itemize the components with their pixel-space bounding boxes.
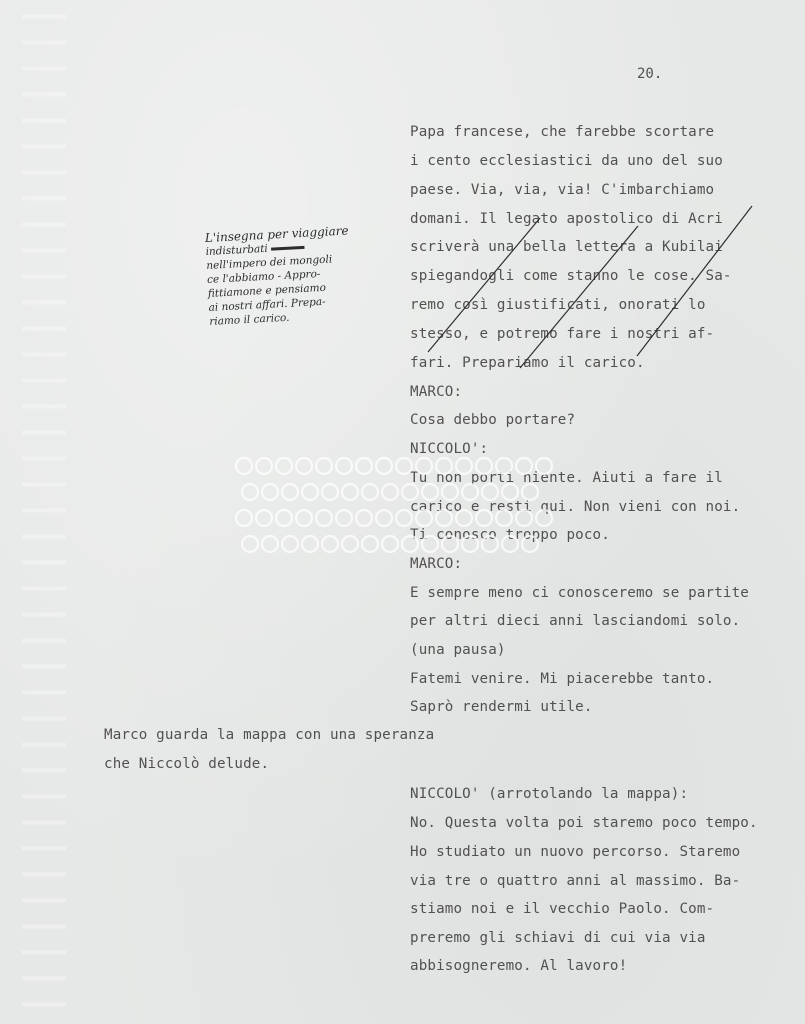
text-line: per altri dieci anni lasciandomi solo. (410, 613, 741, 629)
text-line: E sempre meno ci conosceremo se partite (410, 585, 749, 601)
strike-line (520, 226, 638, 368)
text-line: (una pausa) (410, 642, 506, 658)
note-line: ai nostri affari. Prepa- (208, 295, 326, 314)
text-line: paese. Via, via, via! C'imbarchiamo (410, 182, 715, 198)
text-line: Ti conosco troppo poco. (410, 527, 610, 543)
note-text: indisturbati (205, 242, 269, 259)
speaker-label: NICCOLO': (410, 441, 489, 457)
text-line: che Niccolò delude. (104, 756, 270, 772)
text-line: Fatemi venire. Mi piacerebbe tanto. (410, 671, 715, 687)
text-line: remo così giustificati, onorati lo (410, 297, 706, 313)
text-line: Marco guarda la mappa con una speranza (104, 727, 435, 743)
speaker-label: MARCO: (410, 556, 463, 572)
note-line: L'insegna per viaggiare (204, 223, 349, 246)
note-line: nell'impero dei mongoli (206, 253, 333, 272)
text-line: Cosa debbo portare? (410, 412, 576, 428)
text-line: domani. Il legato apostolico di Acri (410, 211, 723, 227)
text-line: Ho studiato un nuovo percorso. Staremo (410, 844, 741, 860)
text-line: preremo gli schiavi di cui via via (410, 930, 706, 946)
text-line: Papa francese, che farebbe scortare (410, 124, 715, 140)
text-line: i cento ecclesiastici da uno del suo (410, 153, 723, 169)
text-line: fari. Prepariamo il carico. (410, 355, 645, 371)
speaker-label: NICCOLO' (arrotolando la mappa): (410, 786, 689, 802)
text-line: scriverà una bella lettera a Kubilai (410, 239, 723, 255)
text-line: via tre o quattro anni al massimo. Ba- (410, 873, 741, 889)
text-line: stesso, e potremo fare i nostri af- (410, 326, 715, 342)
text-line: Saprò rendermi utile. (410, 699, 593, 715)
speaker-label: MARCO: (410, 384, 463, 400)
text-line: abbisogneremo. Al lavoro! (410, 958, 628, 974)
text-line: Tu non porti niente. Aiuti a fare il (410, 470, 723, 486)
note-line: fittiamone e pensiamo (207, 281, 327, 300)
strike-line (428, 218, 540, 352)
text-line: carico e resti qui. Non vieni con noi. (410, 499, 741, 515)
note-line: riamo il carico. (209, 311, 290, 328)
embossed-watermark (232, 452, 562, 576)
text-line: No. Questa volta poi staremo poco tempo. (410, 815, 758, 831)
note-line: ce l'abbiamo - Appro- (206, 268, 321, 286)
strike-line (637, 206, 752, 356)
text-line: spiegandogli come stanno le cose. Sa- (410, 268, 732, 284)
page-number: 20. (637, 66, 663, 82)
text-line: stiamo noi e il vecchio Paolo. Com- (410, 901, 715, 917)
